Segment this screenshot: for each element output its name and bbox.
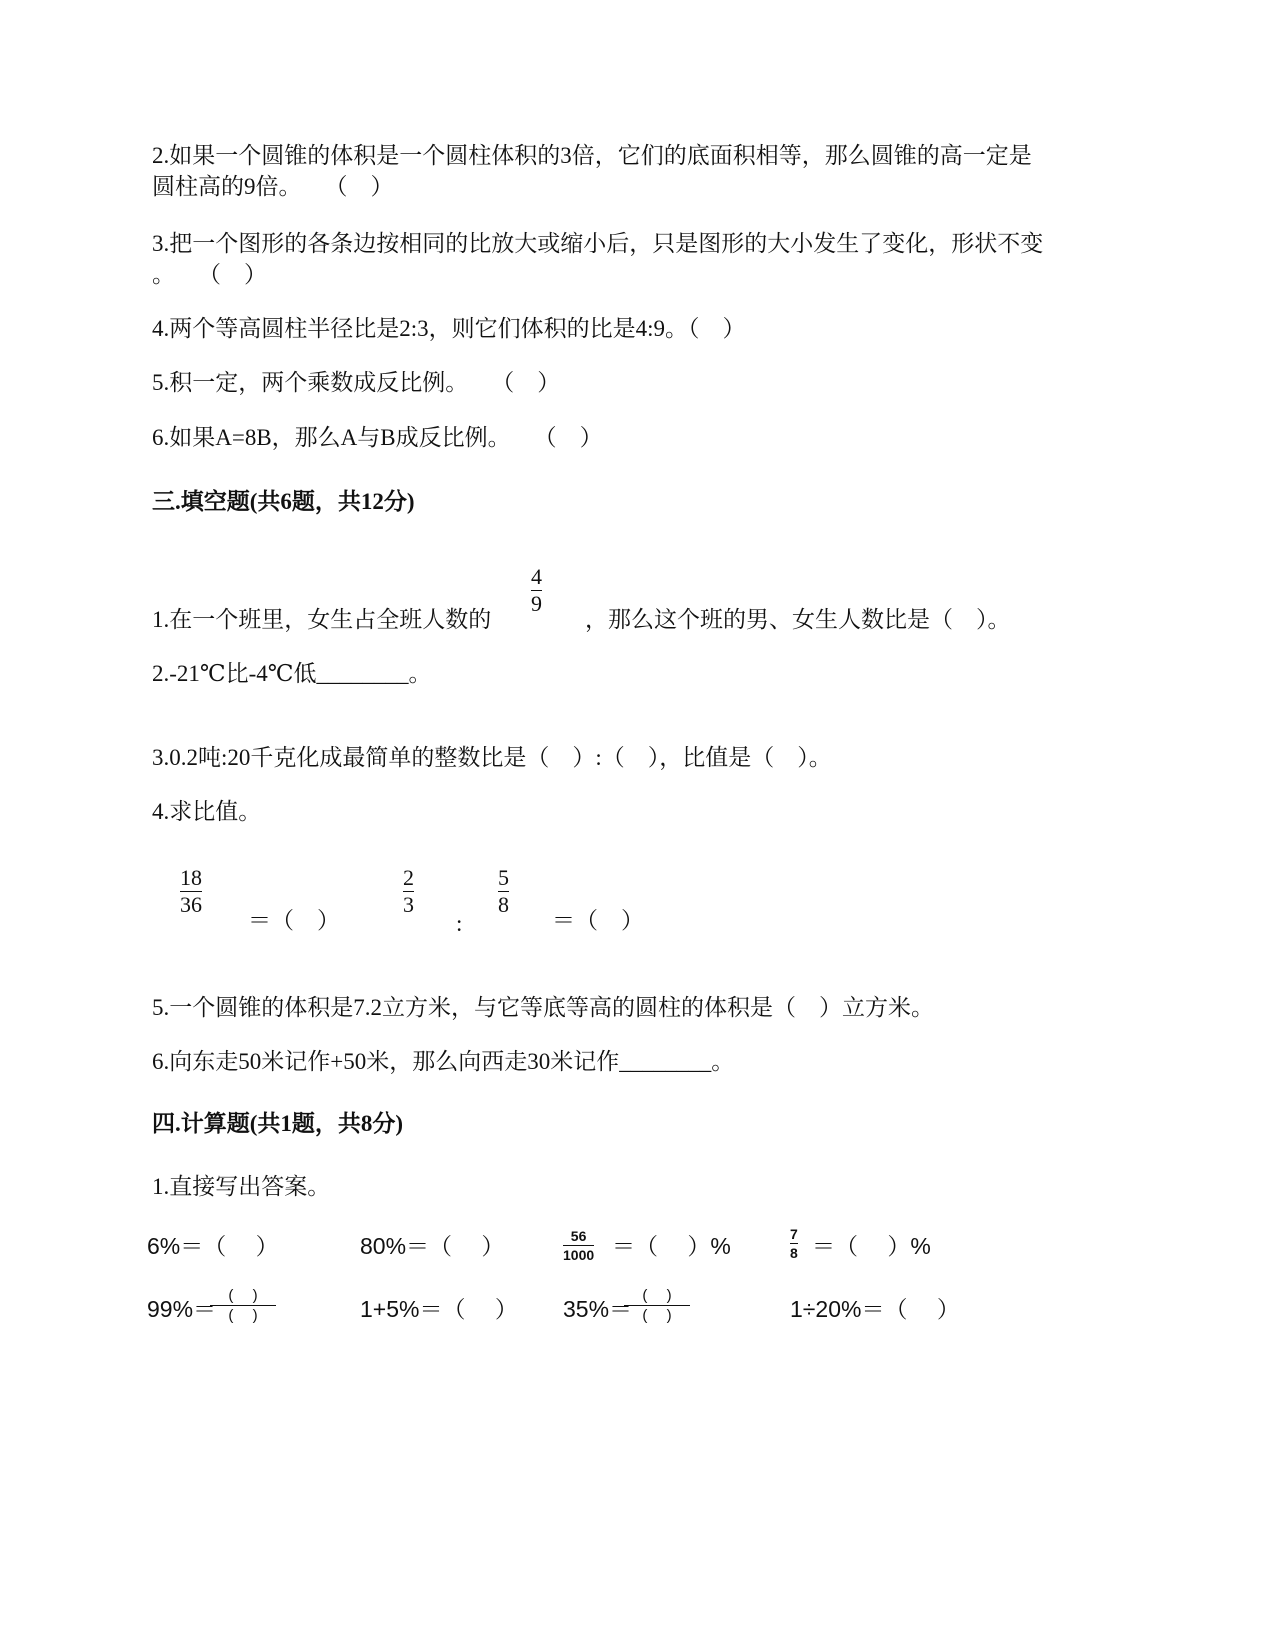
fraction-bar [790, 1243, 798, 1244]
fill-q3: 3.0.2吨:20千克化成最简单的整数比是（ ）:（ ），比值是（ ）。 [152, 745, 832, 770]
fraction-numerator: ( ) [228, 1287, 258, 1304]
fraction-bar [624, 1305, 690, 1306]
calc-99-percent: 99%＝ [147, 1296, 217, 1322]
fill-q4: 4.求比值。 [152, 799, 262, 824]
tf-item-6: 6.如果A=8B，那么A与B成反比例。 （ ） [152, 425, 603, 450]
calc-6-percent: 6%＝（ ） [147, 1233, 279, 1259]
fraction-numerator: 7 [790, 1226, 798, 1242]
calc-7-8-fraction [790, 1226, 798, 1261]
tf-item-3-line2: 。 （ ） [152, 262, 267, 287]
fill-q4-fraction-2 [403, 866, 414, 917]
fraction-numerator: ( ) [642, 1287, 672, 1304]
fill-q4-fraction-3 [498, 866, 509, 917]
section-3-heading: 三.填空题(共6题，共12分) [152, 489, 415, 514]
calc-56-1000-answer: ＝（ ）% [612, 1233, 731, 1259]
fill-q1-before: 1.在一个班里，女生占全班人数的 [152, 607, 492, 632]
section-4-heading: 四.计算题(共1题，共8分) [152, 1111, 404, 1136]
fraction-denominator: 9 [531, 591, 542, 616]
fraction-bar [210, 1305, 276, 1306]
fill-q6: 6.向东走50米记作+50米，那么向西走30米记作________。 [152, 1049, 735, 1074]
tf-item-2-line2: 圆柱高的9倍。 （ ） [152, 174, 394, 199]
calc-q1: 1.直接写出答案。 [152, 1174, 331, 1199]
tf-item-4: 4.两个等高圆柱半径比是2:3，则它们体积的比是4:9。（ ） [152, 316, 746, 341]
tf-item-2-line1: 2.如果一个圆锥的体积是一个圆柱体积的3倍，它们的底面积相等，那么圆锥的高一定是 [152, 143, 1032, 168]
fill-q4-equals-2: ＝（ ） [552, 908, 644, 933]
fraction-denominator: 8 [790, 1245, 798, 1261]
fraction-bar [563, 1245, 594, 1246]
fill-q4-equals-1: ＝（ ） [248, 908, 340, 933]
calc-35-percent: 35%＝ [563, 1296, 633, 1322]
fraction-numerator: 56 [570, 1228, 587, 1244]
fill-q5: 5.一个圆锥的体积是7.2立方米，与它等底等高的圆柱的体积是（ ）立方米。 [152, 995, 934, 1020]
fill-q1-fraction [531, 565, 542, 616]
calc-35-percent-fraction [624, 1287, 690, 1324]
fraction-numerator: 2 [403, 865, 414, 890]
tf-item-3-line1: 3.把一个图形的各条边按相同的比放大或缩小后，只是图形的大小发生了变化，形状不变 [152, 231, 1044, 256]
fraction-numerator: 18 [180, 865, 202, 890]
fraction-numerator: 5 [498, 865, 509, 890]
calc-1-div-20-percent: 1÷20%＝（ ） [790, 1296, 960, 1322]
fill-q4-fraction-1 [180, 866, 202, 917]
fraction-denominator: ( ) [642, 1307, 672, 1324]
fill-q1-after: ，那么这个班的男、女生人数比是（ ）。 [585, 607, 1011, 632]
fraction-denominator: 3 [403, 892, 414, 917]
fill-q2: 2.-21℃比-4℃低________。 [152, 661, 432, 686]
fraction-denominator: 1000 [563, 1247, 595, 1263]
calc-80-percent: 80%＝（ ） [360, 1233, 505, 1259]
tf-item-5: 5.积一定，两个乘数成反比例。 （ ） [152, 370, 561, 395]
calc-7-8-answer: ＝（ ）% [812, 1233, 931, 1259]
fraction-denominator: 36 [180, 892, 202, 917]
calc-99-percent-fraction [210, 1287, 276, 1324]
fraction-numerator: 4 [531, 564, 542, 589]
calc-56-1000-fraction [563, 1228, 594, 1263]
calc-1-plus-5-percent: 1+5%＝（ ） [360, 1296, 518, 1322]
fraction-denominator: ( ) [228, 1307, 258, 1324]
fraction-denominator: 8 [498, 892, 509, 917]
fill-q4-colon: : [456, 911, 463, 936]
